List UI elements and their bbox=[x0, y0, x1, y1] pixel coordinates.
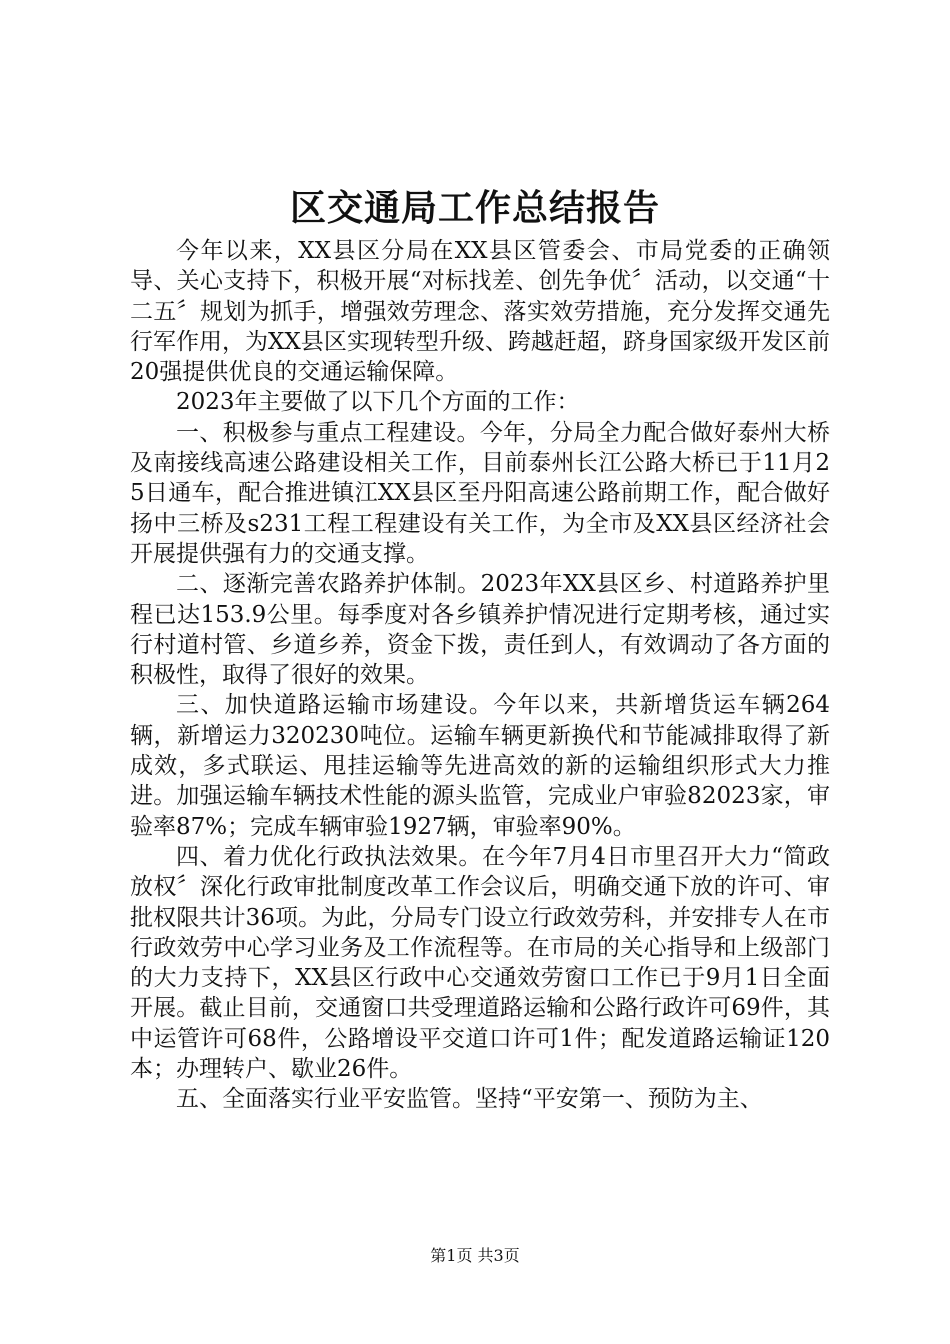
paragraph-summary-lead: 2023年主要做了以下几个方面的工作： bbox=[176, 389, 580, 416]
paragraph-section-5: 五、全面落实行业平安监管。坚持“平安第一、预防为主、 bbox=[176, 1086, 763, 1113]
paragraph-section-3: 三、加快道路运输市场建设。今年以来，共新增货运车辆264辆，新增运力320230吨位。运输车辆更新换代和节能减排取得了新成效，多式联运、甩挂运输等先进高效的新的运输组织形式大力推进。加强运输车辆技术性能的源头监管，完成业户审验82023家，审验率87%；完成车辆审验1927辆，审验率90%。 bbox=[130, 692, 830, 840]
paragraph-intro: 今年以来，XX县区分局在XX县区管委会、市局党委的正确领导、关心支持下，积极开展“对标找差、创先争优〞活动，以交通“十二五〞规划为抓手，增强效劳理念、落实效劳措施，充分发挥交通先行军作用，为XX县区实现转型升级、跨越赶超，跻身国家级开发区前20强提供优良的交通运输保障。 bbox=[130, 238, 830, 386]
paragraph-section-1: 一、积极参与重点工程建设。今年，分局全力配合做好泰州大桥及南接线高速公路建设相关工作，目前泰州长江公路大桥已于11月25日通车，配合推进镇江XX县区至丹阳高速公路前期工作，配合做好扬中三桥及s231工程工程建设有关工作，为全市及XX县区经济社会开展提供强有力的交通支撑。 bbox=[130, 419, 830, 567]
page-footer: 第1页 共3页 bbox=[430, 1246, 520, 1265]
page-title: 区交通局工作总结报告 bbox=[289, 187, 660, 229]
document-body bbox=[130, 236, 830, 1115]
paragraph-section-2: 二、逐渐完善农路养护体制。2023年XX县区乡、村道路养护里程已达153.9公里。每季度对各乡镇养护情况进行定期考核，通过实行村道村管、乡道乡养，资金下拨，责任到人，有效调动了各方面的积极性，取得了很好的效果。 bbox=[130, 571, 830, 689]
paragraph-section-4: 四、着力优化行政执法效果。在今年7月4日市里召开大力“简政放权〞深化行政审批制度改革工作会议后，明确交通下放的许可、审批权限共计36项。为此，分局专门设立行政效劳科，并安排专人在市行政效劳中心学习业务及工作流程等。在市局的关心指导和上级部门的大力支持下，XX县区行政中心交通效劳窗口工作已于9月1日全面开展。截止目前，交通窗口共受理道路运输和公路行政许可69件，其中运管许可68件，公路增设平交道口许可1件；配发道路运输证120本；办理转户、歇业26件。 bbox=[130, 843, 830, 1083]
